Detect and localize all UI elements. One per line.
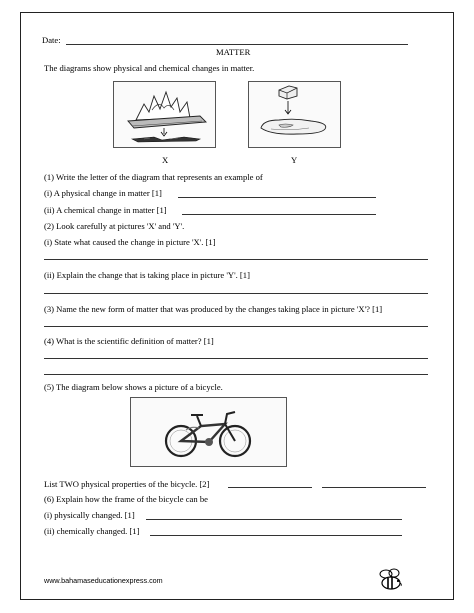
figure-x xyxy=(113,81,216,148)
bee-logo-icon xyxy=(376,568,406,592)
bicycle-figure xyxy=(130,397,287,467)
q5-property-2-answer-line[interactable] xyxy=(322,487,426,488)
melting-ice-illustration xyxy=(249,82,340,147)
bicycle-illustration xyxy=(131,398,286,466)
intro-text: The diagrams show physical and chemical changes in matter. xyxy=(44,63,255,73)
q2-part-i-answer-line[interactable] xyxy=(44,259,428,260)
q3-answer-line[interactable] xyxy=(44,326,428,327)
q1-part-i-answer-line[interactable] xyxy=(178,197,376,198)
q5-prompt: (5) The diagram below shows a picture of a bicycle. xyxy=(44,382,223,392)
q2-part-i: (i) State what caused the change in picture 'X'. [1] xyxy=(44,237,216,247)
q3-prompt: (3) Name the new form of matter that was produced by the changes taking place in picture 'X'? [1] xyxy=(44,304,383,314)
q2-part-ii-answer-line[interactable] xyxy=(44,293,428,294)
figure-y-label: Y xyxy=(291,155,298,165)
q4-answer-line-2[interactable] xyxy=(44,374,428,375)
burning-wood-illustration xyxy=(114,82,215,147)
q6-prompt: (6) Explain how the frame of the bicycle can be xyxy=(44,494,208,504)
figure-x-label: X xyxy=(162,155,169,165)
q1-part-ii-answer-line[interactable] xyxy=(182,214,376,215)
q1-part-i: (i) A physical change in matter [1] xyxy=(44,188,162,198)
q2-prompt: (2) Look carefully at pictures 'X' and 'Y'. xyxy=(44,221,185,231)
q4-prompt: (4) What is the scientific definition of matter? [1] xyxy=(44,336,214,346)
date-answer-line[interactable] xyxy=(66,44,408,45)
figure-y xyxy=(248,81,341,148)
q4-answer-line-1[interactable] xyxy=(44,358,428,359)
q1-part-ii: (ii) A chemical change in matter [1] xyxy=(44,205,167,215)
q5-property-1-answer-line[interactable] xyxy=(228,487,312,488)
q6-part-i: (i) physically changed. [1] xyxy=(44,510,135,520)
q6-part-ii: (ii) chemically changed. [1] xyxy=(44,526,140,536)
q6-part-ii-answer-line[interactable] xyxy=(150,535,402,536)
worksheet-title: MATTER xyxy=(216,47,251,57)
q5-list-prompt: List TWO physical properties of the bicycle. [2] xyxy=(44,479,210,489)
q1-prompt: (1) Write the letter of the diagram that represents an example of xyxy=(44,172,263,182)
q6-part-i-answer-line[interactable] xyxy=(146,519,402,520)
q2-part-ii: (ii) Explain the change that is taking place in picture 'Y'. [1] xyxy=(44,270,250,280)
footer-url: www.bahamaseducationexpress.com xyxy=(44,576,163,585)
date-label: Date: xyxy=(42,35,61,45)
